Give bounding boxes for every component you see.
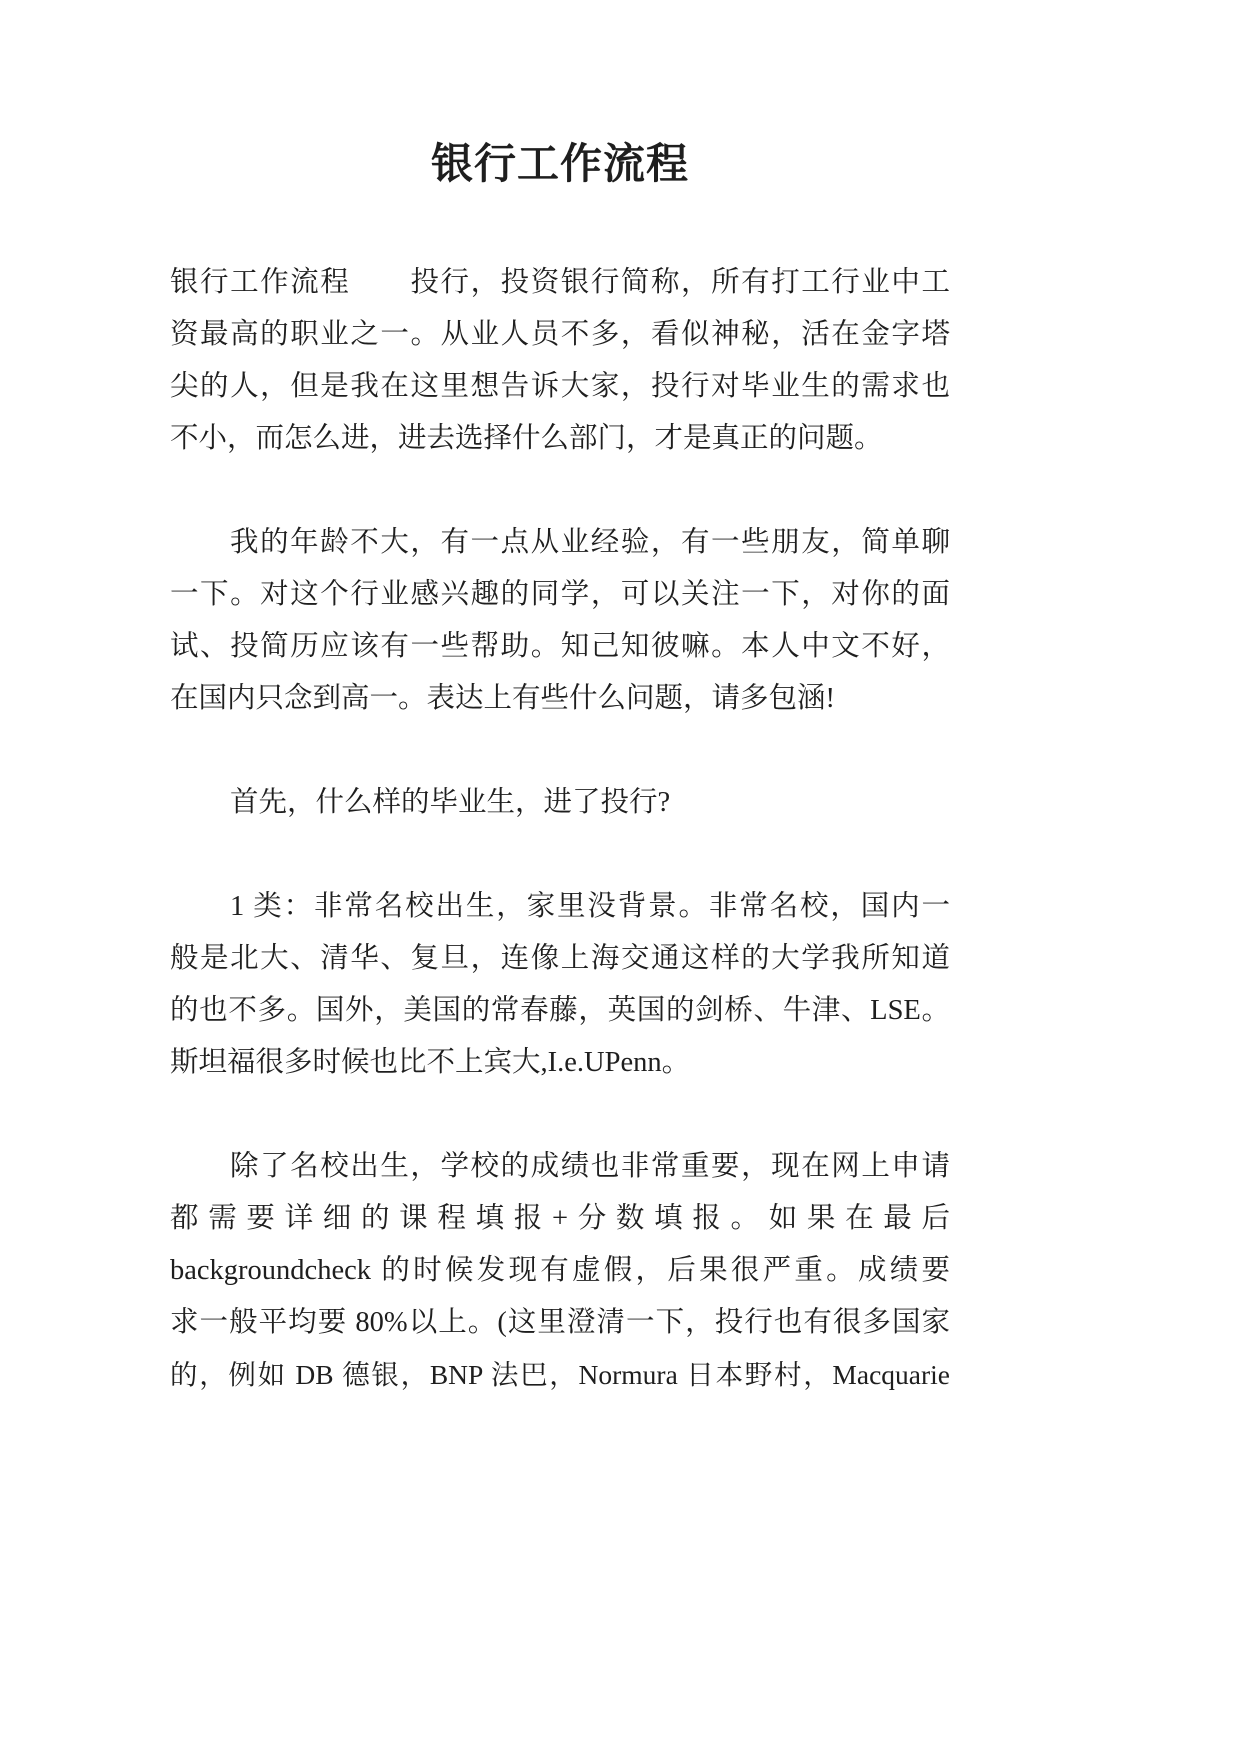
text-line: 的，例如 DB 德银，BNP 法巴，Normura 日本野村，Macquarie bbox=[170, 1359, 950, 1390]
paragraph-category-1 bbox=[170, 881, 950, 1089]
text-line: 都需要详细的课程填报+分数填报。如果在最后 bbox=[170, 1203, 950, 1234]
text-line: 般是北大、清华、复旦，连像上海交通这样的大学我所知道 bbox=[170, 943, 950, 974]
paragraph-author-note bbox=[170, 517, 950, 725]
text-line: 我的年龄不大，有一点从业经验，有一些朋友，简单聊 bbox=[230, 527, 950, 558]
text-line: 在国内只念到高一。表达上有些什么问题，请多包涵! bbox=[170, 683, 835, 714]
document-body bbox=[170, 138, 950, 1453]
text-line: 除了名校出生，学校的成绩也非常重要，现在网上申请 bbox=[230, 1151, 950, 1182]
text-line: 资最高的职业之一。从业人员不多，看似神秘，活在金字塔 bbox=[170, 319, 950, 350]
text-line: 尖的人，但是我在这里想告诉大家，投行对毕业生的需求也 bbox=[170, 371, 950, 402]
text-line: 一下。对这个行业感兴趣的同学，可以关注一下，对你的面 bbox=[170, 579, 950, 610]
text-line: 试、投简历应该有一些帮助。知己知彼嘛。本人中文不好， bbox=[170, 631, 950, 662]
text-line: 1 类：非常名校出生，家里没背景。非常名校，国内一 bbox=[230, 891, 950, 922]
document-title: 银行工作流程 bbox=[430, 142, 689, 188]
paragraph-intro bbox=[170, 257, 950, 465]
text-line: 求一般平均要 80%以上。(这里澄清一下，投行也有很多国家 bbox=[170, 1307, 950, 1338]
text-line: 的也不多。国外，美国的常春藤，英国的剑桥、牛津、LSE。 bbox=[170, 995, 950, 1026]
text-line: 不小，而怎么进，进去选择什么部门，才是真正的问题。 bbox=[170, 423, 883, 454]
text-line: 银行工作流程 投行，投资银行简称，所有打工行业中工 bbox=[170, 267, 950, 298]
paragraph-grades bbox=[170, 1141, 950, 1401]
text-line: 斯坦福很多时候也比不上宾大,I.e.UPenn。 bbox=[170, 1047, 691, 1078]
text-line: 首先，什么样的毕业生，进了投行? bbox=[230, 787, 671, 818]
text-line: backgroundcheck 的时候发现有虚假，后果很严重。成绩要 bbox=[170, 1255, 950, 1286]
paragraph-question bbox=[170, 777, 950, 829]
